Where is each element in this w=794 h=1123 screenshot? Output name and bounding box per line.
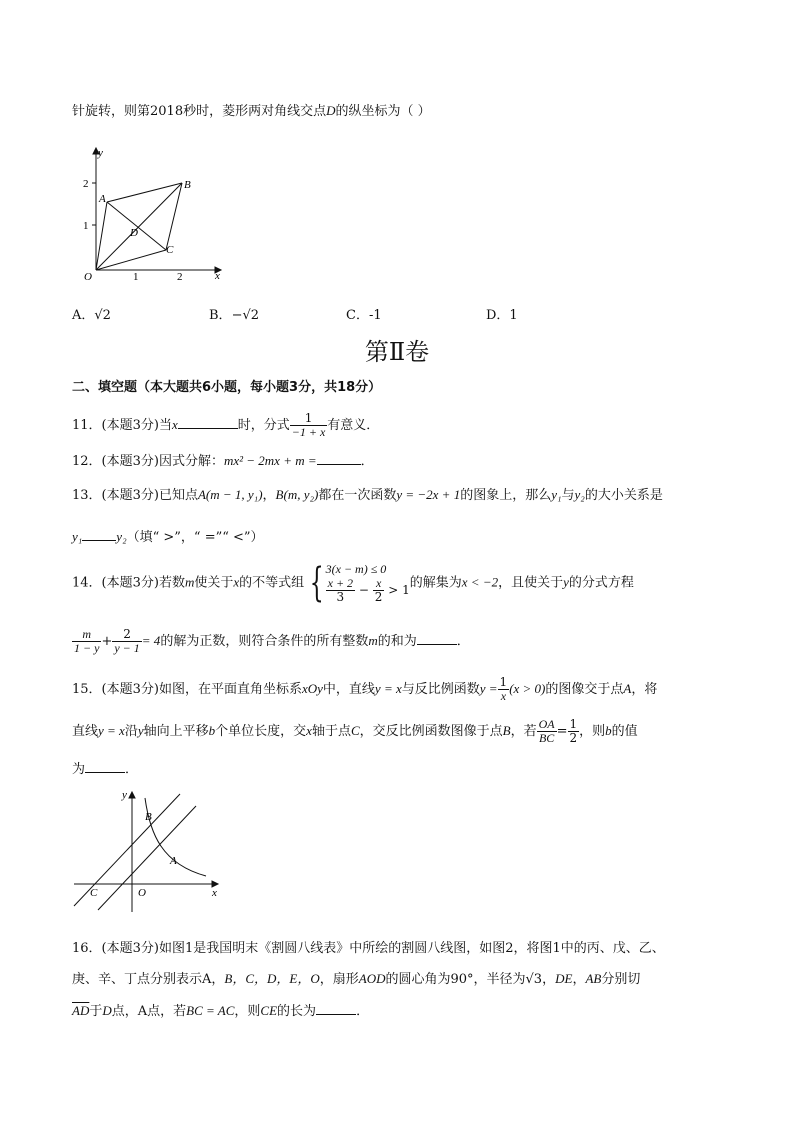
option-d[interactable]: D．1: [486, 308, 518, 323]
q15-answer-blank[interactable]: [85, 760, 125, 773]
fig10-point-C: C: [166, 244, 174, 256]
q10-tail2: 的纵坐标为（ ）: [335, 104, 431, 119]
fig15-point-C: C: [90, 887, 98, 899]
fig10-point-A: A: [99, 193, 106, 205]
q12-answer-blank[interactable]: [317, 452, 361, 465]
q15-line2: 直线y = x沿y轴向上平移b个单位长度，交x轴于点C，交反比例函数图像于点B，若 $\frac{OA}{BC}$ = $\frac{1}{2}$ ，则b的值: [72, 717, 638, 745]
side-AB: [107, 183, 182, 202]
fig10-x-label: x: [215, 270, 220, 282]
fig15-point-B: B: [145, 811, 152, 823]
fig15-point-A: A: [170, 855, 177, 867]
fig10-tick-y1: 1: [83, 220, 89, 232]
option-b[interactable]: B．−√2: [209, 308, 260, 323]
q15-line3: 为 ．: [72, 762, 139, 777]
option-a[interactable]: A．√2: [72, 308, 111, 323]
q15-line1: 15．(本题3分)如图，在平面直角坐标系xOy中，直线y = x与反比例函数y = $\frac{1}{x}$ (x > 0)的图像交于点A，将: [72, 675, 658, 703]
q16-answer-blank[interactable]: [316, 1002, 356, 1015]
fig10-origin-label: O: [84, 271, 92, 283]
fig15-x-label: x: [212, 887, 217, 899]
diagonal-AC: [107, 202, 166, 250]
fig10-tick-x1: 1: [133, 271, 139, 283]
option-c[interactable]: C．-1: [346, 308, 382, 323]
q10-text: [72, 102, 431, 121]
section-header: 二、填空题（本大题共6小题，每小题3分，共18分）: [72, 380, 382, 395]
fig10-tick-x2: 2: [177, 271, 183, 283]
q13-answer-blank[interactable]: [82, 528, 116, 541]
fig15-y-label: y: [122, 789, 127, 801]
q11-answer-blank[interactable]: [178, 416, 238, 429]
fig10-tick-y2: 2: [83, 178, 89, 190]
q14-inequality-system: 3(x − m) ≤ 0 $\frac{x + 2}{3}$ − $\frac{x}{2}$ > 1: [325, 562, 410, 604]
fig15-origin-label: O: [138, 887, 146, 899]
q10-tail: 针旋转，则第2018秒时，菱形两对角线交点: [72, 104, 327, 119]
fig10-point-D: D: [130, 227, 138, 239]
side-OA: [96, 202, 107, 270]
side-BC: [166, 183, 182, 250]
fig10-y-label: y: [98, 147, 103, 159]
q11-fraction: $\frac{1}{-1 + x}$: [291, 411, 326, 439]
q11: 11．(本题3分)当x 时，分式 $\frac{1}{-1 + x}$ 有意义．: [72, 411, 380, 439]
q14-answer-blank[interactable]: [417, 632, 457, 645]
fig10-point-B: B: [184, 179, 191, 191]
q13-line1: 13．(本题3分)已知点A(m − 1, y₁)，B(m, y₂)都在一次函数y = −2x + 1的图象上，那么y₁与y₂的大小关系是: [72, 487, 663, 503]
q14-line2: $\frac{m}{1 - y}$ + $\frac{2}{y - 1}$ = 4的解为正数，则符合条件的所有整数m的和为 ．: [74, 627, 470, 655]
q13-line2: y₁ y₂（填“ >”，“ =”“ <”）: [72, 529, 264, 545]
q14-line1: 14．(本题3分)若数m使关于x的不等式组 { 3(x − m) ≤ 0 $\frac{x + 2}{3}$ − $\frac{x}{2}$ > 1 的解集为x < −2，且使关于y的分式方程: [72, 560, 634, 606]
q16-line1: 16．(本题3分)如图1是我国明末《割圆八线表》中所绘的割圆八线图，如图2，将图1中的丙、戊、乙、: [72, 941, 665, 956]
q12: 12．(本题3分)因式分解：mx² − 2mx + m = ．: [72, 453, 374, 469]
q10-point: D: [326, 103, 336, 118]
q16-line2: 庚、辛、丁点分别表示A，B，C，D，E，O，扇形AOD的圆心角为90°，半径为√3，DE，AB分别切: [72, 971, 641, 987]
diagonal-OB: [96, 183, 182, 270]
q15-graph-figure: [72, 786, 228, 916]
volume-title: 第Ⅱ卷: [364, 338, 430, 366]
q10-rhombus-figure: [76, 140, 236, 290]
q16-line3: $\overline{AD}$于D点，A点，若BC = AC，则CE的长为 ．: [72, 1003, 370, 1019]
